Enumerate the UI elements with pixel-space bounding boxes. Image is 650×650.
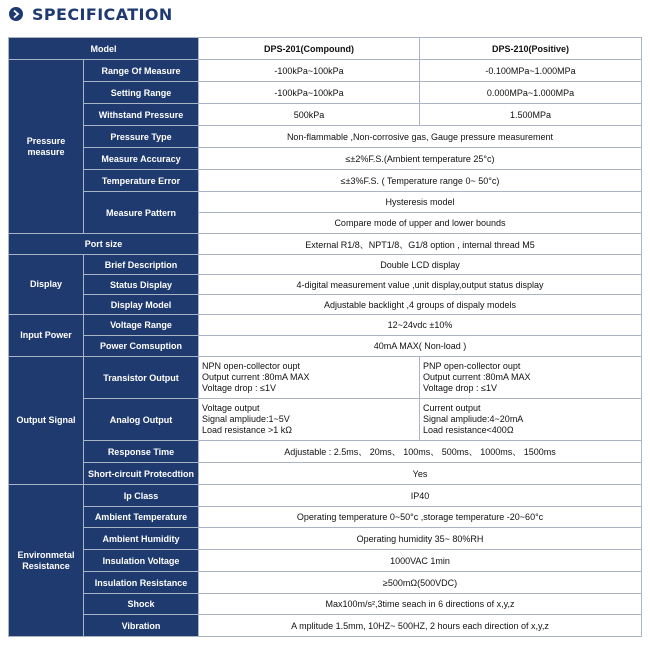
voltage-range-value: 12~24vdc ±10% (199, 315, 642, 336)
setting-range-label: Setting Range (84, 82, 199, 104)
shock-value: Max100m/s²,3time seach in 6 directions of x,y,z (199, 594, 642, 615)
transistor-pnp-line: Output current :80mA MAX (423, 372, 531, 382)
measure-pattern-hysteresis: Hysteresis model (199, 192, 642, 213)
ambient-temperature-label: Ambient Temperature (84, 507, 199, 528)
category-output-signal: Output Signal (9, 357, 84, 485)
insulation-resistance-value: ≥500mΩ(500VDC) (199, 572, 642, 594)
analog-output-current (420, 399, 642, 441)
model-col-compound: DPS-201(Compound) (199, 38, 420, 60)
table-row (9, 550, 642, 572)
table-row (9, 60, 642, 82)
analog-voltage-line: Voltage output (202, 403, 260, 413)
transistor-pnp-line: Voltage drop : ≤1V (423, 383, 497, 393)
port-size-label: Port size (9, 234, 199, 255)
shock-label: Shock (84, 594, 199, 615)
model-col-positive: DPS-210(Positive) (420, 38, 642, 60)
status-display-label: Status Display (84, 275, 199, 295)
transistor-npn-line: Voltage drop : ≤1V (202, 383, 276, 393)
transistor-output-pnp (420, 357, 642, 399)
measure-pattern-label: Measure Pattern (84, 192, 199, 234)
range-of-measure-positive: -0.100MPa~1.000MPa (420, 60, 642, 82)
port-size-value: External R1/8、NPT1/8、G1/8 option , internal thread M5 (199, 234, 642, 255)
table-row (9, 234, 642, 255)
table-row (9, 38, 642, 60)
transistor-output-npn (199, 357, 420, 399)
display-model-label: Display Model (84, 295, 199, 315)
insulation-voltage-value: 1000VAC 1min (199, 550, 642, 572)
measure-accuracy-value: ≤±2%F.S.(Ambient temperature 25°c) (199, 148, 642, 170)
vibration-label: Vibration (84, 615, 199, 637)
response-time-value: Adjustable : 2.5ms、 20ms、 100ms、 500ms、 1000ms、 1500ms (199, 441, 642, 463)
temperature-error-value: ≤±3%F.S. ( Temperature range 0~ 50°c) (199, 170, 642, 192)
table-row (9, 192, 642, 213)
brief-description-value: Double LCD display (199, 255, 642, 275)
response-time-label: Response Time (84, 441, 199, 463)
power-consumption-value: 40mA MAX( Non-load ) (199, 336, 642, 357)
temperature-error-label: Temperature Error (84, 170, 199, 192)
table-row (9, 594, 642, 615)
table-row (9, 357, 642, 399)
transistor-output-label: Transistor Output (84, 357, 199, 399)
insulation-voltage-label: Insulation Voltage (84, 550, 199, 572)
table-row (9, 463, 642, 485)
table-row (9, 170, 642, 192)
table-row (9, 104, 642, 126)
page-header (8, 2, 173, 26)
transistor-npn-line: NPN open-collector oupt (202, 361, 301, 371)
category-pressure-measure: Pressure measure (9, 60, 84, 234)
power-consumption-label: Power Comsuption (84, 336, 199, 357)
table-row (9, 148, 642, 170)
status-display-value: 4-digital measurement value ,unit display,output status display (199, 275, 642, 295)
display-model-value: Adjustable backlight ,4 groups of dispaly models (199, 295, 642, 315)
table-row (9, 441, 642, 463)
withstand-pressure-compound: 500kPa (199, 104, 420, 126)
category-environmental-resistance: Environmetal Resistance (9, 485, 84, 637)
table-row (9, 336, 642, 357)
table-row (9, 485, 642, 507)
analog-current-line: Load resistance<400Ω (423, 425, 514, 435)
voltage-range-label: Voltage Range (84, 315, 199, 336)
ambient-temperature-value: Operating temperature 0~50°c ,storage temperature -20~60°c (199, 507, 642, 528)
setting-range-positive: 0.000MPa~1.000MPa (420, 82, 642, 104)
measure-pattern-compare: Compare mode of upper and lower bounds (199, 213, 642, 234)
category-input-power: Input Power (9, 315, 84, 357)
short-circuit-value: Yes (199, 463, 642, 485)
table-row (9, 615, 642, 637)
transistor-pnp-line: PNP open-collector oupt (423, 361, 521, 371)
ambient-humidity-value: Operating humidity 35~ 80%RH (199, 528, 642, 550)
vibration-value: A mplitude 1.5mm, 10HZ~ 500HZ, 2 hours each direction of x,y,z (199, 615, 642, 637)
pressure-type-value: Non-flammable ,Non-corrosive gas, Gauge pressure measurement (199, 126, 642, 148)
withstand-pressure-positive: 1.500MPa (420, 104, 642, 126)
table-row (9, 126, 642, 148)
analog-current-line: Signal ampliude:4~20mA (423, 414, 524, 424)
range-of-measure-label: Range Of Measure (84, 60, 199, 82)
ip-class-value: IP40 (199, 485, 642, 507)
analog-output-voltage (199, 399, 420, 441)
withstand-pressure-label: Withstand Pressure (84, 104, 199, 126)
table-row (9, 572, 642, 594)
analog-output-label: Analog Output (84, 399, 199, 441)
insulation-resistance-label: Insulation Resistance (84, 572, 199, 594)
model-label: Model (9, 38, 199, 60)
measure-accuracy-label: Measure Accuracy (84, 148, 199, 170)
setting-range-compound: -100kPa~100kPa (199, 82, 420, 104)
table-row (9, 315, 642, 336)
analog-voltage-line: Signal ampliude:1~5V (202, 414, 290, 424)
table-row (9, 275, 642, 295)
brief-description-label: Brief Description (84, 255, 199, 275)
page-title: SPECIFICATION (32, 4, 173, 24)
category-display: Display (9, 255, 84, 315)
table-row (9, 528, 642, 550)
ambient-humidity-label: Ambient Humidity (84, 528, 199, 550)
table-row (9, 507, 642, 528)
range-of-measure-compound: -100kPa~100kPa (199, 60, 420, 82)
table-row (9, 295, 642, 315)
table-row (9, 82, 642, 104)
circle-arrow-icon (8, 6, 24, 22)
analog-current-line: Current output (423, 403, 481, 413)
pressure-type-label: Pressure Type (84, 126, 199, 148)
table-row (9, 399, 642, 441)
ip-class-label: Ip Class (84, 485, 199, 507)
analog-voltage-line: Load resistance >1 kΩ (202, 425, 293, 435)
short-circuit-label: Short-circuit Protecdtion (84, 463, 199, 485)
transistor-npn-line: Output current :80mA MAX (202, 372, 310, 382)
specification-table (8, 37, 642, 637)
table-row (9, 255, 642, 275)
